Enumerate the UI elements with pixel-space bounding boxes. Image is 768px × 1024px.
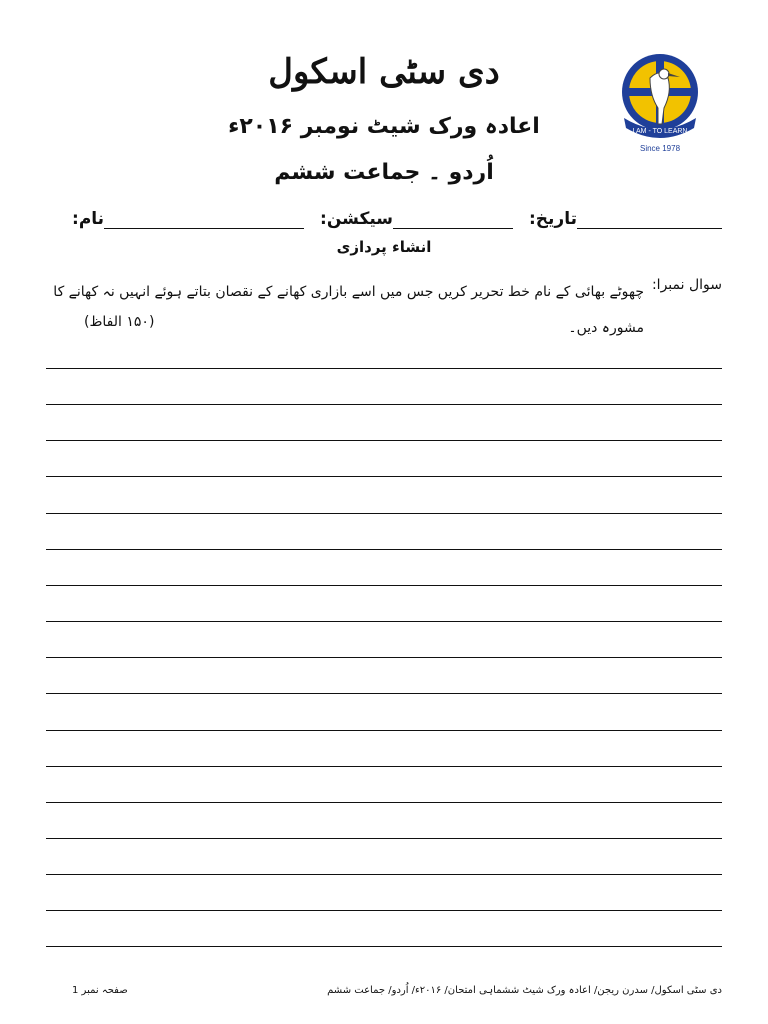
answer-line[interactable] [46,946,722,947]
answer-line[interactable] [46,802,722,803]
logo-motto: I AM - TO LEARN [632,128,688,135]
answer-line[interactable] [46,838,722,839]
footer-page-number: صفحہ نمبر 1 [72,985,128,996]
section-heading: انشاء پردازی [336,238,432,256]
answer-line[interactable] [46,730,722,731]
question-text: چھوٹے بھائی کے نام خط تحریر کریں جس میں اسے بازاری کھانے کے نقصان بتاتے ہوئے انہیں نہ کھانے کا مشورہ دیں۔ [53,284,644,336]
answer-line[interactable] [46,404,722,405]
name-blank[interactable] [104,210,304,229]
word-limit: (۱۵۰ الفاظ) [84,314,155,330]
date-field[interactable] [529,209,722,229]
name-label: نام: [72,209,105,229]
subject-class: اُردو ۔ جماعت ششم [274,160,494,185]
answer-line[interactable] [46,513,722,514]
answer-line[interactable] [46,585,722,586]
date-label: تاریخ: [529,209,577,229]
logo-since: Since 1978 [639,144,681,153]
answer-line[interactable] [46,440,722,441]
school-logo [614,48,706,156]
question-label: سوال نمبرا: [651,277,722,293]
student-info-row [72,203,722,229]
footer-path: دی سٹی اسکول/ سدرن ریجن/ اعادہ ورک شیٹ ششماہی امتحان/ ۲۰۱۶ء/ اُردو/ جماعت ششم [327,985,722,996]
answer-line[interactable] [46,657,722,658]
school-name: دی سٹی اسکول [268,52,500,92]
answer-line[interactable] [46,693,722,694]
section-label: سیکشن: [320,209,393,229]
answer-line[interactable] [46,910,722,911]
logo-emblem-icon [614,48,706,156]
answer-line[interactable] [46,549,722,550]
answer-line[interactable] [46,621,722,622]
name-field[interactable] [72,209,304,229]
answer-line[interactable] [46,476,722,477]
worksheet-title: اعادہ ورک شیٹ نومبر ۲۰۱۶ء [228,114,540,139]
answer-line[interactable] [46,368,722,369]
answer-line[interactable] [46,766,722,767]
answer-line[interactable] [46,874,722,875]
section-field[interactable] [320,209,513,229]
date-blank[interactable] [577,210,722,229]
section-blank[interactable] [393,210,513,229]
